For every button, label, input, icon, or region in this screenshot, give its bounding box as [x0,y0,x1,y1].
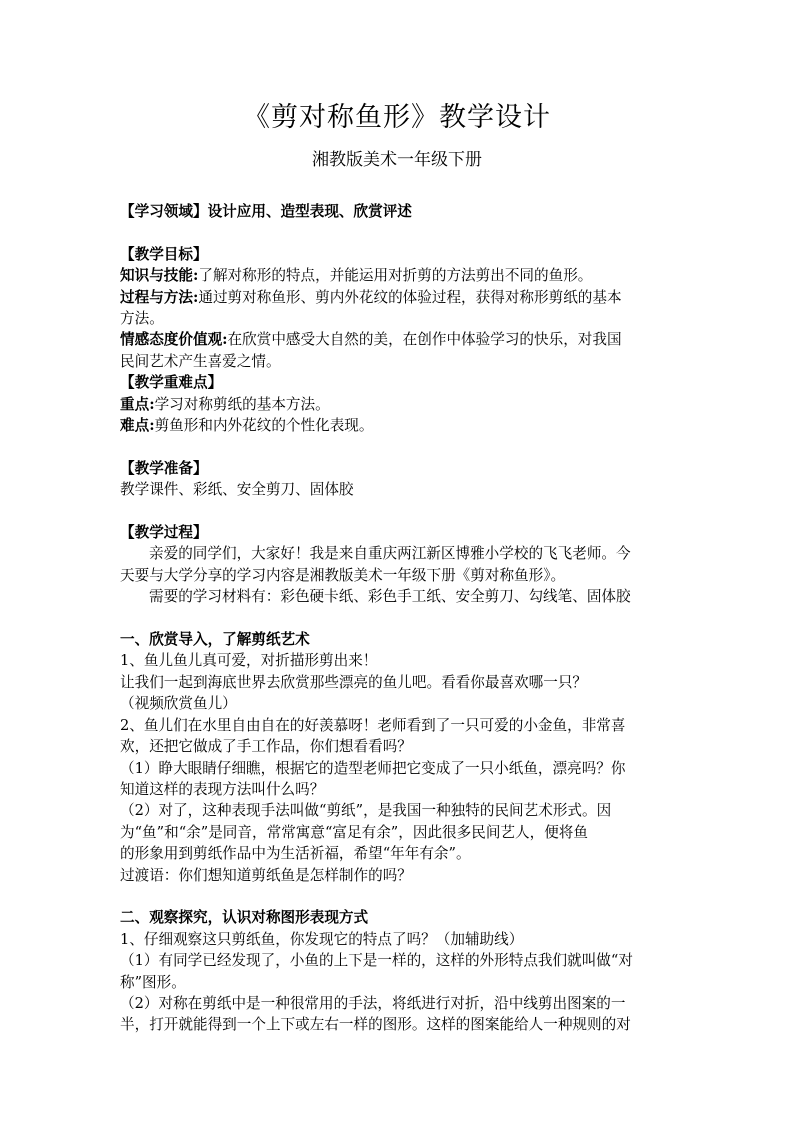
document-subtitle: 湘教版美术一年级下册 [312,150,482,170]
section1-line: 知道这样的表现方法叫什么吗？ [120,780,325,798]
process-materials: 需要的学习材料有：彩色硬卡纸、彩色手工纸、安全剪刀、勾线笔、固体胶 [149,588,631,606]
focus-text: 学习对称剪纸的基本方法。 [154,395,330,413]
section1-line: 的形象用到剪纸作品中为生活祈福，希望“年年有余”。 [120,845,471,863]
section1-line: （1）睁大眼睛仔细瞧，根据它的造型老师把它变成了一只小纸鱼，漂亮吗？你 [120,759,626,777]
objective-knowledge [120,265,678,286]
process-intro-line: 亲爱的同学们，大家好！我是来自重庆两江新区博雅小学校的飞飞老师。今 [149,545,631,563]
process-text: 通过剪对称鱼形、剪内外花纹的体验过程，获得对称形剪纸的基本 [198,288,622,306]
knowledge-label: 知识与技能: [120,267,199,285]
attitude-label: 情感态度价值观: [120,331,228,349]
document-title: 《剪对称鱼形》教学设计 [243,102,551,133]
objective-process [120,287,678,308]
objective-attitude [120,329,678,350]
section1-line: 过渡语：你们想知道剪纸鱼是怎样制作的吗？ [120,866,412,884]
section1-heading: 一、欣赏导入，了解剪纸艺术 [120,631,310,649]
section2-line: 称”图形。 [120,973,186,991]
section1-line: （2）对了，这种表现手法叫做“剪纸”，是我国一种独特的民间艺术形式。因 [120,802,612,820]
process-intro-line: 天要与大学分享的学习内容是湘教版美术一年级下册《剪对称鱼形》。 [120,566,566,584]
section1-line: 让我们一起到海底世界去欣赏那些漂亮的鱼儿吧。看看你最喜欢哪一只？ [120,673,588,691]
preparation-heading: 【教学准备】 [120,459,208,477]
learning-domain: 【学习领域】设计应用、造型表现、欣赏评述 [120,203,412,220]
objective-process-cont: 方法。 [120,310,164,328]
objectives-heading: 【教学目标】 [120,245,208,263]
preparation-text: 教学课件、彩纸、安全剪刀、固体胶 [120,481,354,499]
keypoint-difficulty [120,415,678,436]
section1-line: 1、鱼儿鱼儿真可爱，对折描形剪出来！ [120,652,378,670]
document-body [120,201,678,1036]
section1-line: 2、鱼儿们在水里自由自在的好羡慕呀！老师看到了一只可爱的小金鱼，非常喜 [120,716,626,734]
section2-line: （1）有同学已经发现了，小鱼的上下是一样的，这样的外形特点我们就叫做“对 [120,952,633,970]
difficulty-label: 难点: [120,417,155,435]
attitude-text: 在欣赏中感受大自然的美，在创作中体验学习的快乐，对我国 [227,331,622,349]
keypoint-focus [120,394,678,415]
section2-heading: 二、观察探究，认识对称图形表现方式 [120,909,369,927]
section1-line: 欢，还把它做成了手工作品，你们想看看吗？ [120,738,412,756]
section1-line: 为“鱼”和“余”是同音，常常寓意“富足有余”，因此很多民间艺人，便将鱼 [120,823,588,841]
objective-attitude-cont: 民间艺术产生喜爱之情。 [120,352,281,370]
section2-line: 1、仔细观察这只剪纸鱼，你发现它的特点了吗？（加辅助线） [120,930,524,948]
section1-line: （视频欣赏鱼儿） [120,695,237,713]
process-heading: 【教学过程】 [120,524,208,542]
section2-line: （2）对称在剪纸中是一种很常用的手法，将纸进行对折，沿中线剪出图案的一 [120,994,626,1012]
focus-label: 重点: [120,395,155,413]
section2-line: 半，打开就能得到一个上下或左右一样的图形。这样的图案能给人一种规则的对 [120,1016,631,1034]
keypoints-heading: 【教学重难点】 [120,374,223,392]
knowledge-text: 了解对称形的特点，并能运用对折剪的方法剪出不同的鱼形。 [198,267,593,285]
difficulty-text: 剪鱼形和内外花纹的个性化表现。 [154,417,374,435]
process-label: 过程与方法: [120,288,199,306]
